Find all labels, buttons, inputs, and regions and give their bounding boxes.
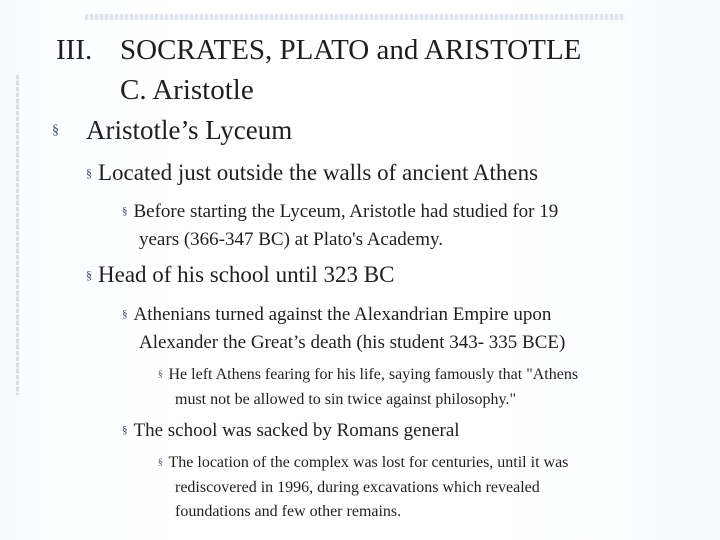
bullet-icon: § xyxy=(52,123,59,138)
bullet-text: The school was sacked by Romans general xyxy=(133,420,460,441)
left-decorative-rule xyxy=(16,75,19,395)
bullet-text: The location of the complex was lost for centuries, until it was xyxy=(168,454,569,471)
bullet-level3-before-lyceum xyxy=(122,199,558,253)
bullet-text: Aristotle’s Lyceum xyxy=(86,115,293,145)
bullet-level3-athenians xyxy=(122,302,565,356)
bullet-level3-school-sacked xyxy=(122,418,460,446)
bullet-icon: § xyxy=(122,424,128,436)
bullet-icon: § xyxy=(158,457,163,467)
bullet-level2-location xyxy=(86,160,538,186)
title-main: SOCRATES, PLATO and ARISTOTLE xyxy=(120,34,582,66)
bullet-text: Located just outside the walls of ancient Athens xyxy=(98,160,539,185)
bullet-icon: § xyxy=(86,166,92,180)
bullet-level4-left-athens xyxy=(158,363,578,412)
bullet-text-continued: foundations and few other remains. xyxy=(175,503,402,520)
top-decorative-rule xyxy=(85,14,625,20)
title-roman-numeral: III. xyxy=(56,34,93,66)
bullet-level2-head-of-school xyxy=(86,262,394,288)
bullet-text-continued: Alexander the Great’s death (his student 343- 335 BCE) xyxy=(139,332,566,353)
bullet-text-continued: years (366-347 BC) at Plato's Academy. xyxy=(139,229,444,250)
bullet-text: Head of his school until 323 BC xyxy=(98,262,395,287)
bullet-text: He left Athens fearing for his life, saying famously that "Athens xyxy=(168,366,579,383)
slide-title xyxy=(56,30,581,110)
bullet-icon: § xyxy=(122,308,128,320)
bullet-level4-location-lost xyxy=(158,451,568,524)
title-subtitle: C. Aristotle xyxy=(120,74,254,106)
bullet-icon: § xyxy=(158,369,163,379)
bullet-text: Before starting the Lyceum, Aristotle had studied for 19 xyxy=(133,201,559,222)
bullet-icon: § xyxy=(122,205,128,217)
bullet-text-continued: rediscovered in 1996, during excavations which revealed xyxy=(175,479,540,496)
bullet-text: Athenians turned against the Alexandrian Empire upon xyxy=(133,304,552,325)
bullet-text-continued: must not be allowed to sin twice against philosophy." xyxy=(175,391,517,408)
bullet-level1-lyceum xyxy=(52,115,292,146)
bullet-icon: § xyxy=(86,268,92,282)
